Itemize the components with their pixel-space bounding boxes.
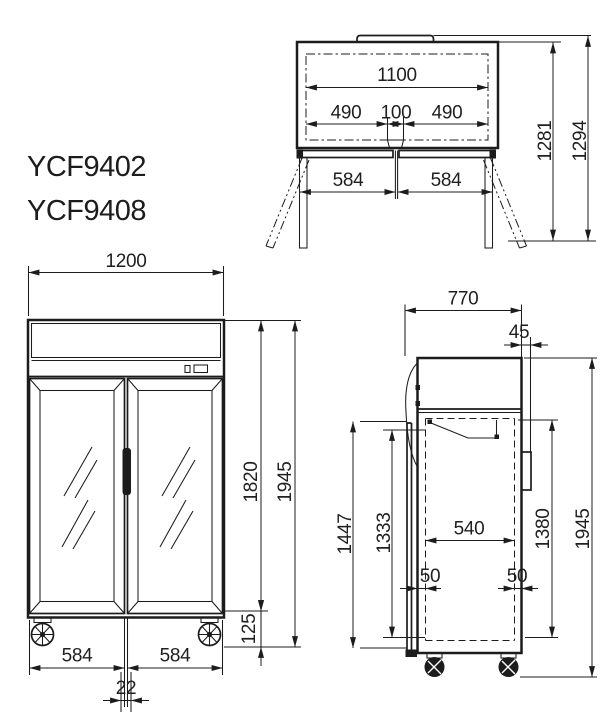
model-label-1: YCF9402 <box>27 151 147 183</box>
dim-door-height-label: 1447 <box>335 513 356 555</box>
dim-inset-front-label: 50 <box>506 566 528 587</box>
dim-inner-width-label: 1100 <box>377 65 417 86</box>
dim-depth-total-label: 1294 <box>570 120 591 162</box>
dim-total-height-label: 1945 <box>275 461 296 503</box>
glass-reflection-right <box>160 447 195 549</box>
front-view-doors <box>30 379 223 614</box>
dim-total-height-label: 1945 <box>573 508 594 550</box>
dim-depth-label: 770 <box>447 288 479 310</box>
side-view-dimensions <box>335 289 597 678</box>
side-view-body <box>406 358 532 657</box>
dim-inner-depth-label: 540 <box>453 518 485 540</box>
side-view <box>335 289 597 678</box>
model-label-2: YCF9408 <box>27 195 147 227</box>
dim-left-label: 490 <box>330 102 362 124</box>
dim-width-label: 1200 <box>105 251 147 272</box>
dim-caster-height-label: 125 <box>239 613 260 645</box>
top-view <box>266 36 596 249</box>
handle-side-profile <box>522 452 532 490</box>
door-foot <box>406 650 418 658</box>
door-slab-side <box>407 423 412 650</box>
controller-display <box>194 365 208 373</box>
interior-bracket <box>428 420 500 440</box>
front-view <box>28 251 301 712</box>
power-switch <box>185 366 190 373</box>
glass-reflection-left <box>62 447 97 549</box>
dim-door-right-label: 584 <box>430 170 462 191</box>
model-labels <box>27 151 146 227</box>
top-view-open-doors <box>266 158 527 249</box>
dim-door-right-label: 584 <box>159 645 191 667</box>
dim-gap-label: 22 <box>115 678 137 699</box>
dim-right-label: 490 <box>431 102 463 124</box>
dim-door-left-label: 584 <box>61 645 93 667</box>
dim-inset-rear-label: 50 <box>419 566 441 587</box>
dim-body-height-label: 1820 <box>241 461 262 503</box>
dim-door-left-label: 584 <box>332 170 364 191</box>
dim-depth-body-label: 1281 <box>535 120 556 162</box>
top-view-dimensions <box>300 36 596 241</box>
front-view-casters <box>32 618 221 646</box>
side-view-casters <box>425 653 519 677</box>
dim-center-label: 100 <box>380 102 412 124</box>
door-handle <box>123 448 132 495</box>
dim-interior-height-label: 1380 <box>533 508 554 550</box>
dim-front-offset-label: 45 <box>508 322 530 343</box>
dim-inner-height-label: 1333 <box>374 512 395 554</box>
